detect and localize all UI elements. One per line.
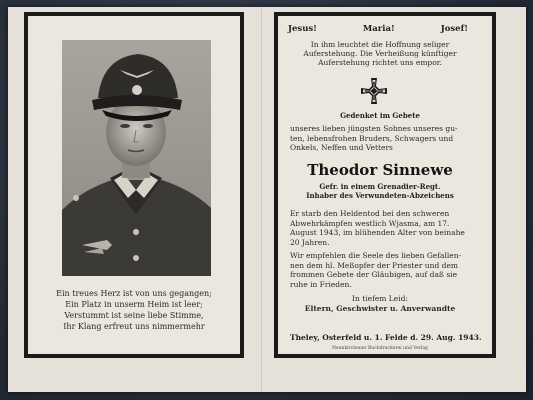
prayer-line: ruhe in Frieden. [290,279,352,289]
exclamations [288,24,468,34]
prayer-line: Wir empfehlen die Seele des lieben Gefallen- [290,251,462,260]
exclamation-jesus: Jesus! [288,24,317,34]
family-line: ten, lebensfrohen Bruders, Schwagers und [290,133,454,143]
prayer-line: frommen Gebete der Gläubigen, auf daß sie [290,270,458,279]
poem [26,288,242,332]
iron-cross-icon [359,76,389,106]
verse-line: Auferstehung. Die Verheißung künftiger [303,49,457,58]
verse-line: In ihm leuchtet die Hoffnung seliger [310,40,450,49]
place-date: Theley, Osterfeld u. 1. Felde d. 29. Aug. 1943. [290,333,482,342]
poem-line: Ein treues Herz ist von uns gegangen; [56,289,212,298]
rank-info [290,182,470,200]
poem-line: Ein Platz in unserm Heim ist leer; [65,300,203,309]
gedenket-heading: Gedenket im Gebete [340,111,420,120]
mourners [290,294,470,314]
deceased-name: Theodor Sinnewe [307,161,453,179]
obituary-body [290,209,470,289]
family-line: Onkels, Neffen und Vetters [290,143,393,152]
soldier-portrait [62,40,211,276]
soldier-portrait-image [62,40,211,276]
verse-line: Auferstehung richtet uns empor. [318,58,442,67]
poem-line: Ihr Klang erfreut uns nimmermehr [63,322,205,331]
prayer-line: nen dem hl. Meßopfer der Priester und dem [290,260,458,270]
death-line: August 1943, im blühenden Alter von beinahe [290,228,465,237]
hope-verse [300,40,460,67]
mourners-signers: Eltern, Geschwister u. Anverwandte [304,304,456,313]
death-line: Abwehrkämpfen westlich Wjasma, am 17. [290,218,450,228]
mourners-heading: In tiefem Leid: [352,294,408,303]
rank-line: Gefr. in einem Grenadier-Regt. [319,182,441,191]
family-line: unseres lieben jüngsten Sohnes unseres gu- [290,124,458,133]
exclamation-josef: Josef! [440,24,468,34]
poem-line: Verstummt ist seine liebe Stimme, [64,311,204,320]
family-description [290,124,470,153]
death-line: Er starb den Heldentod bei den schweren [290,209,450,218]
printer-credit: Neunkirchener Buchdruckerei und Verlag [332,346,428,351]
rank-line: Inhaber des Verwundeten-Abzeichens [306,191,454,200]
exclamation-maria: Maria! [362,24,395,34]
death-line: 20 Jahren. [290,237,330,247]
